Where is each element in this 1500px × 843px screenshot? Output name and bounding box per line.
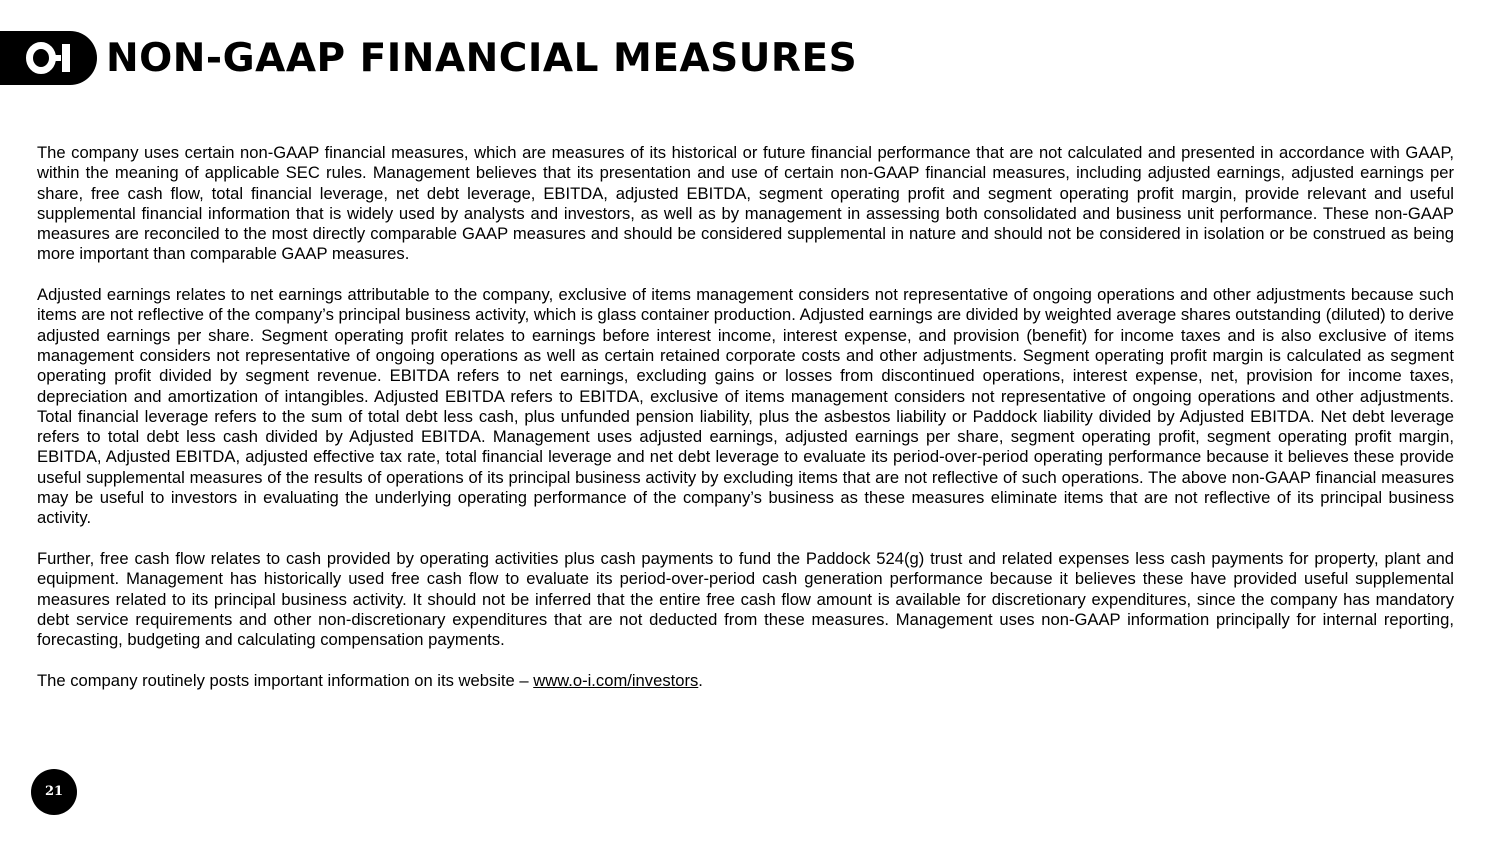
paragraph-free-cash-flow: Further, free cash flow relates to cash provided by operating activities plus cash payments to fund the Paddock 524(g) trust and related expenses less cash payments for property, plant and equipment. Management has historically used free cash flow to evaluate its period-over-period cash generation performance because it believes these have provided useful supplemental measures related to its principal business activity. It should not be inferred that the entire free cash flow amount is available for discretionary expenditures, since the company has mandatory debt service requirements and other non-discretionary expenditures that are not deducted from these measures. Management uses non-GAAP information principally for internal reporting, forecasting, budgeting and calculating compensation payments.	[37, 548, 1454, 650]
page-number-badge: 21	[31, 769, 77, 815]
body-content	[37, 143, 1454, 711]
paragraph-overview: The company uses certain non-GAAP financial measures, which are measures of its historical or future financial performance that are not calculated and presented in accordance with GAAP, within the meaning of applicable SEC rules. Management believes that its presentation and use of certain non-GAAP financial measures, including adjusted earnings, adjusted earnings per share, free cash flow, total financial leverage, net debt leverage, EBITDA, adjusted EBITDA, segment operating profit and segment operating profit margin, provide relevant and useful supplemental financial information that is widely used by analysts and investors, as well as by management in assessing both consolidated and business unit performance. These non-GAAP measures are reconciled to the most directly comparable GAAP measures and should be considered supplemental in nature and should not be considered in isolation or be construed as being more important than comparable GAAP measures.	[37, 143, 1454, 264]
website-suffix: .	[698, 670, 703, 690]
website-prefix: The company routinely posts important information on its website –	[37, 670, 534, 690]
o-i-logo-icon	[24, 39, 82, 77]
investors-website-link[interactable]: www.o-i.com/investors	[533, 670, 699, 690]
paragraph-definitions: Adjusted earnings relates to net earnings attributable to the company, exclusive of items management considers not representative of ongoing operations and other adjustments because such items are not reflective of the company’s principal business activity, which is glass container production. Adjusted earnings are divided by weighted average shares outstanding (diluted) to derive adjusted earnings per share. Segment operating profit relates to earnings before interest income, interest expense, and provision (benefit) for income taxes and is also exclusive of items management considers not representative of ongoing operations as well as certain retained corporate costs and other adjustments. Segment operating profit margin is calculated as segment operating profit divided by segment revenue. EBITDA refers to net earnings, excluding gains or losses from discontinued operations, interest expense, net, provision for income taxes, depreciation and amortization of intangibles. Adjusted EBITDA refers to EBITDA, exclusive of items management considers not representative of ongoing operations and other adjustments. Total financial leverage refers to the sum of total debt less cash, plus unfunded pension liability, plus the asbestos liability or Paddock liability divided by Adjusted EBITDA. Net debt leverage refers to total debt less cash divided by Adjusted EBITDA. Management uses adjusted earnings, adjusted earnings per share, segment operating profit, segment operating profit margin, EBITDA, Adjusted EBITDA, adjusted effective tax rate, total financial leverage and net debt leverage to evaluate its period-over-period operating performance because it believes these provide useful supplemental measures of the results of operations of its principal business activity by excluding items that are not reflective of such operations. The above non-GAAP financial measures may be useful to investors in evaluating the underlying operating performance of the company’s business as these measures eliminate items that are not reflective of its principal business activity.	[37, 285, 1454, 528]
page-title: NON-GAAP FINANCIAL MEASURES	[106, 36, 858, 81]
paragraph-website	[37, 671, 1454, 691]
